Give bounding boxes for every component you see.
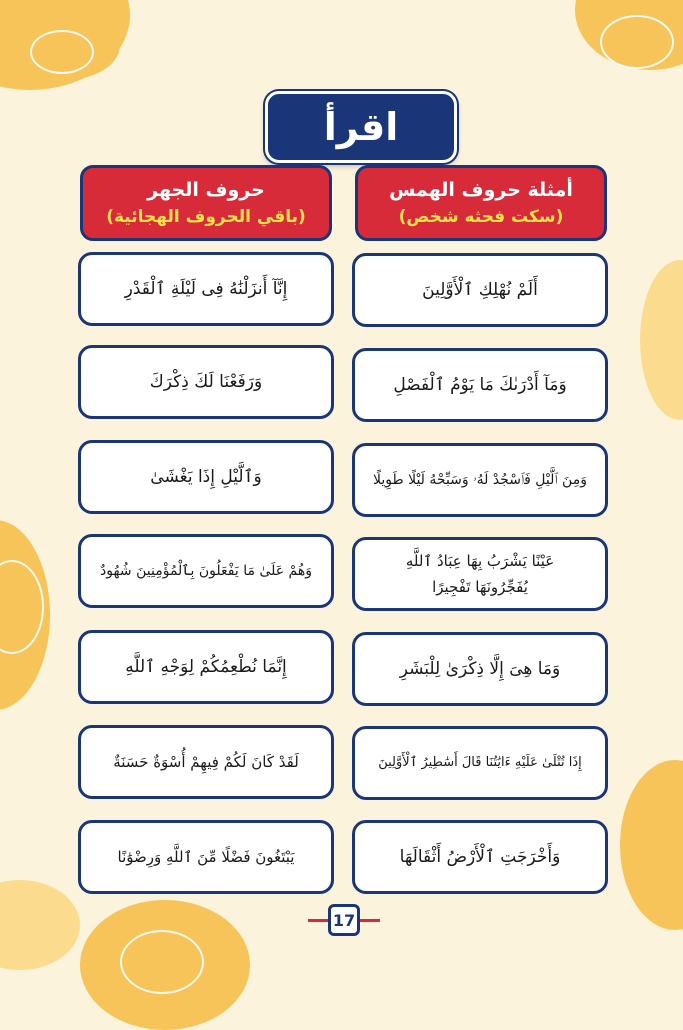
decor-blob bbox=[620, 760, 683, 930]
verse-line: وَمَآ أَدْرَىٰكَ مَا يَوْمُ ٱلْفَصْلِ bbox=[393, 375, 567, 395]
whisper-example-card bbox=[352, 348, 608, 422]
header-voiced-title: حروف الجهر bbox=[147, 179, 265, 201]
voiced-example-card bbox=[78, 252, 334, 326]
whisper-example-card bbox=[352, 820, 608, 894]
verse-line: يُفَجِّرُونَهَا تَفْجِيرًا bbox=[432, 578, 528, 596]
voiced-example-card bbox=[78, 345, 334, 419]
verse-line: إِنَّآ أَنزَلْنَٰهُ فِى لَيْلَةِ ٱلْقَدْرِ bbox=[124, 279, 288, 299]
verse-line: يَبْتَغُونَ فَضْلًا مِّنَ ٱللَّهِ وَرِضْوَٰنًا bbox=[117, 848, 295, 866]
voiced-example-card bbox=[78, 820, 334, 894]
decor-blob bbox=[640, 260, 683, 420]
header-whisper-letters bbox=[355, 165, 607, 241]
verse-line: وَمَا هِىَ إِلَّا ذِكْرَىٰ لِلْبَشَرِ bbox=[399, 659, 561, 679]
voiced-example-card bbox=[78, 440, 334, 514]
verse-line: لَقَدْ كَانَ لَكُمْ فِيهِمْ أُسْوَةٌ حَسَنَةٌ bbox=[113, 753, 299, 771]
verse-line: عَيْنًا يَشْرَبُ بِهَا عِبَادُ ٱللَّهِ bbox=[405, 552, 555, 570]
verse-line: وَٱلَّيْلِ إِذَا يَغْشَىٰ bbox=[150, 467, 262, 487]
decor-swirl bbox=[30, 30, 94, 74]
voiced-example-card bbox=[78, 725, 334, 799]
header-whisper-title: أمثلة حروف الهمس bbox=[389, 179, 573, 201]
verse-line: أَلَمْ نُهْلِكِ ٱلْأَوَّلِينَ bbox=[422, 280, 538, 300]
verse-line: وَمِنَ ٱلَّيْلِ فَٱسْجُدْ لَهُۥ وَسَبِّحْهُ لَيْلًا طَوِيلًا bbox=[373, 472, 587, 488]
decor-blob bbox=[0, 880, 80, 970]
voiced-example-card bbox=[78, 534, 334, 608]
verse-line: إِنَّمَا نُطْعِمُكُمْ لِوَجْهِ ٱللَّهِ bbox=[125, 657, 287, 677]
verse-line: وَأَخْرَجَتِ ٱلْأَرْضُ أَثْقَالَهَا bbox=[399, 847, 561, 867]
verse-line: إِذَا تُتْلَىٰ عَلَيْهِ ءَايَٰتُنَا قَالَ أَسَٰطِيرُ ٱلْأَوَّلِينَ bbox=[378, 755, 582, 770]
whisper-example-card bbox=[352, 443, 608, 517]
whisper-example-card bbox=[352, 726, 608, 800]
whisper-example-card bbox=[352, 537, 608, 611]
decor-swirl bbox=[120, 930, 204, 994]
whisper-example-card bbox=[352, 253, 608, 327]
header-voiced-letters bbox=[80, 165, 332, 241]
page-title-box bbox=[265, 91, 457, 163]
page-number: 17 bbox=[328, 904, 360, 936]
verse-line: وَهُمْ عَلَىٰ مَا يَفْعَلُونَ بِٱلْمُؤْمِنِينَ شُهُودٌ bbox=[100, 563, 312, 579]
voiced-example-card bbox=[78, 630, 334, 704]
header-whisper-subtitle: (سكت فحثه شخص) bbox=[398, 207, 564, 227]
page-title: اقرأ bbox=[323, 105, 399, 149]
whisper-example-card bbox=[352, 632, 608, 706]
verse-line: وَرَفَعْنَا لَكَ ذِكْرَكَ bbox=[149, 372, 263, 392]
page-number-box bbox=[308, 900, 380, 940]
header-voiced-subtitle: (باقي الحروف الهجائية) bbox=[106, 207, 306, 227]
decor-swirl bbox=[600, 15, 674, 69]
